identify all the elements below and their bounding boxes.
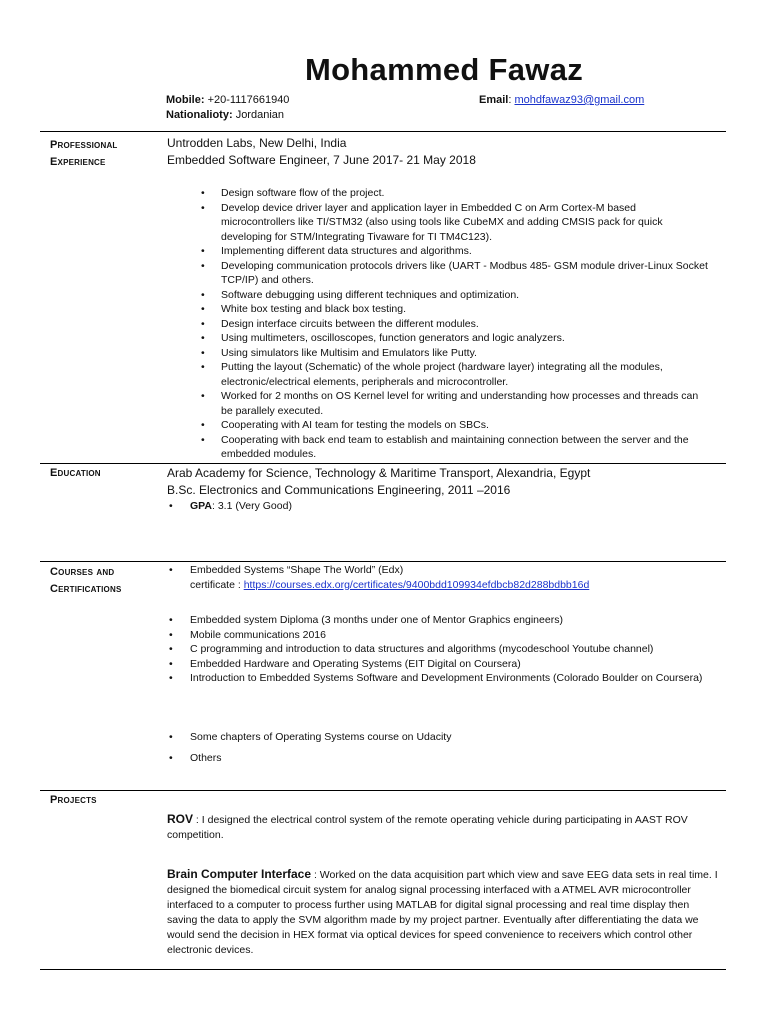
courses-edx-list [167,563,712,592]
list-item: • C programming and introduction to data structures and algorithms (mycodeschool Youtube channel) [167,642,717,657]
list-item: • Developing communication protocols drivers like (UART - Modbus 485- GSM module driver-Linux Socket TCP/IP) and others. [199,259,709,288]
list-item [167,499,567,514]
education-degree: B.Sc. Electronics and Communications Engineering, 2011 –2016 [167,483,511,497]
education-gpa-list [167,499,567,514]
section-title-projects: Projects [50,794,97,806]
nationality-value: Jordanian [235,109,285,121]
project-description: : Worked on the data acquisition part which view and save EEG data sets in real time. I designed the biomedical circuit system for analog signal processing interfaced with a ATMEL AVR microcontroller interfaced to a computer to process further using MATLAB for digital signal processing and real time display then saving the data to apply the SVM algorithm made by my project partner. Eventually after differentiating the data we would send the decision in HEX format via optical devices for speed convenience to receivers which control other electronic devices. [167,869,718,956]
section-title-courses: Courses and Certifications [50,566,122,595]
list-item: • Design interface circuits between the different modules. [199,317,709,332]
list-item: • Software debugging using different techniques and optimization. [199,288,709,303]
section-divider [40,969,726,970]
email-separator: : [508,94,512,106]
section-divider [40,790,726,791]
list-item: • Embedded system Diploma (3 months under one of Mentor Graphics engineers) [167,613,717,628]
list-item: • Worked for 2 months on OS Kernel level for writing and understanding how processes and threads can be parallely executed. [199,389,709,418]
email-link[interactable]: mohdfawaz93@gmail.com [514,94,645,106]
section-divider [40,131,726,132]
mobile-label: Mobile: [166,94,205,106]
list-item: • Develop device driver layer and application layer in Embedded C on Arm Cortex-M based microcontrollers like TI/STM32 (also using tools like CubeMX and adding CMSIS pack for quick developing for STM/Integrating Tivaware for TI TM4C123). [199,201,709,245]
gpa-value: : 3.1 (Very Good) [211,500,292,512]
list-item: • Introduction to Embedded Systems Software and Development Environments (Colorado Boulder on Coursera) [167,671,717,686]
section-divider [40,463,726,464]
courses-extra-list [167,730,717,745]
experience-role: Embedded Software Engineer, 7 June 2017- 21 May 2018 [167,153,476,167]
list-item: • Implementing different data structures and algorithms. [199,244,709,259]
project-description: : I designed the electrical control system of the remote operating vehicle during participating in AAST ROV competition. [167,814,688,841]
gpa-label: GPA [190,500,212,512]
list-item: • Embedded Hardware and Operating Systems (EIT Digital on Coursera) [167,657,717,672]
course-title: Embedded Systems “Shape The World” (Edx) [190,564,404,576]
list-item: • Some chapters of Operating Systems course on Udacity [167,730,717,745]
mobile-value: +20-1117661940 [207,94,290,106]
list-item: • Cooperating with AI team for testing the models on SBCs. [199,418,709,433]
project-title: ROV [167,812,194,826]
project-title: Brain Computer Interface [167,867,312,881]
list-item: • Using simulators like Multisim and Emulators like Putty. [199,346,709,361]
project-rov [167,812,722,843]
experience-company: Untrodden Labs, New Delhi, India [167,136,347,150]
candidate-name: Mohammed Fawaz [304,52,584,87]
project-bci [167,867,722,958]
courses-extra-list [167,751,717,766]
education-school: Arab Academy for Science, Technology & Maritime Transport, Alexandria, Egypt [167,466,591,480]
list-item: • Cooperating with back end team to establish and maintaining connection between the server and the embedded modules. [199,433,709,462]
certificate-link[interactable]: https://courses.edx.org/certificates/9400bdd109934efdbcb82d288bdbb16d [243,578,590,591]
nationality-label: Nationalioty: [166,109,233,121]
list-item: • White box testing and black box testing. [199,302,709,317]
courses-list [167,613,717,686]
list-item: • Putting the layout (Schematic) of the whole project (hardware layer) integrating all the modules, electronic/electrical elements, peripherals and microcontroller. [199,360,709,389]
list-item: • Design software flow of the project. [199,186,709,201]
section-divider [40,561,726,562]
certificate-label: certificate : [190,578,244,591]
email-line [479,93,644,108]
experience-bullet-list [199,186,709,462]
list-item: • Mobile communications 2016 [167,628,717,643]
list-item [167,563,712,592]
mobile-line [166,93,289,108]
section-title-education: Education [50,467,101,479]
email-label: Email [479,94,509,106]
nationality-line [166,108,284,123]
list-item: • Using multimeters, oscilloscopes, function generators and logic analyzers. [199,331,709,346]
list-item: • Others [167,751,717,766]
section-title-experience: Professional Experience [50,139,118,168]
